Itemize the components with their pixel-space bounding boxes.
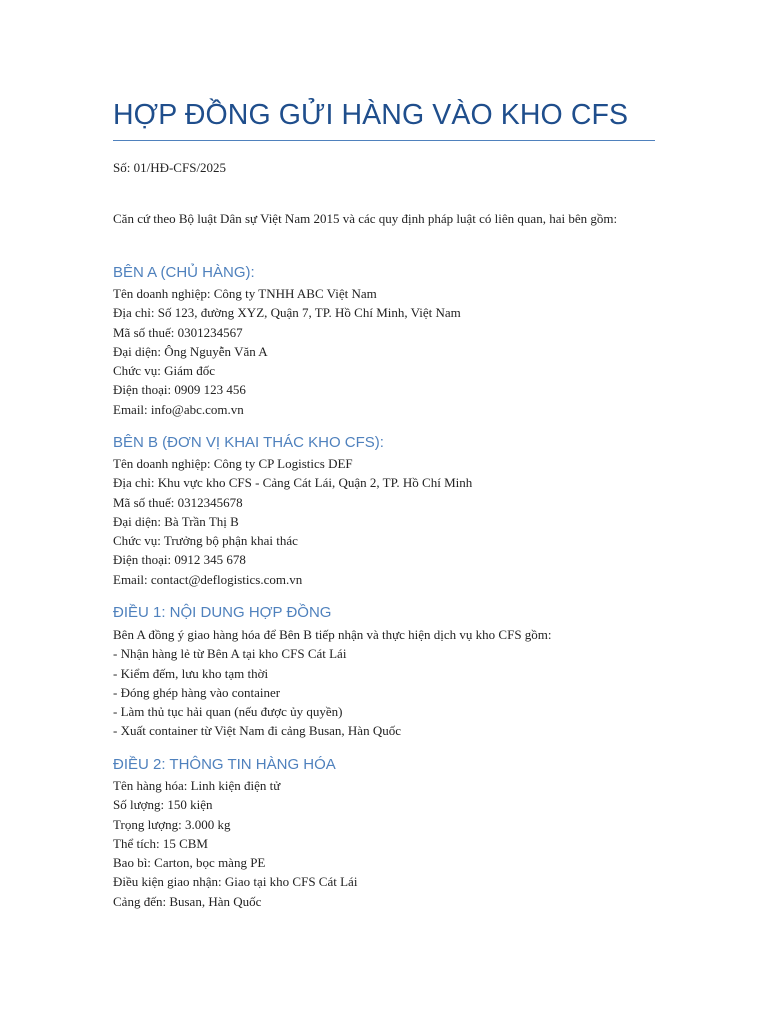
party-b-details	[113, 454, 653, 589]
party-b-position: Chức vụ: Trưởng bộ phận khai thác	[113, 533, 298, 549]
preamble-text: Căn cứ theo Bộ luật Dân sự Việt Nam 2015 và các quy định pháp luật có liên quan, hai bên gồm:	[113, 211, 618, 226]
destination-port: Cảng đến: Busan, Hàn Quốc	[113, 893, 262, 909]
contract-number: Số: 01/HĐ-CFS/2025	[113, 160, 227, 175]
party-b-address: Địa chỉ: Khu vực kho CFS - Cảng Cát Lái, Quận 2, TP. Hồ Chí Minh	[113, 475, 473, 491]
party-b-tax-code: Mã số thuế: 0312345678	[113, 494, 243, 510]
party-b-representative: Đại diện: Bà Trần Thị B	[113, 513, 239, 529]
party-a-address: Địa chỉ: Số 123, đường XYZ, Quận 7, TP. Hồ Chí Minh, Việt Nam	[113, 305, 461, 321]
party-a-heading: BÊN A (CHỦ HÀNG):	[113, 264, 255, 281]
article-2-heading: ĐIỀU 2: THÔNG TIN HÀNG HÓA	[113, 756, 336, 773]
goods-volume: Thể tích: 15 CBM	[113, 835, 208, 851]
party-a-email: Email: info@abc.com.vn	[113, 401, 244, 417]
party-b-company: Tên doanh nghiệp: Công ty CP Logistics DEF	[113, 456, 353, 471]
party-b-heading: BÊN B (ĐƠN VỊ KHAI THÁC KHO CFS):	[113, 434, 384, 451]
party-b-email: Email: contact@deflogistics.com.vn	[113, 571, 303, 587]
article-1-item: - Xuất container từ Việt Nam đi cảng Busan, Hàn Quốc	[113, 723, 401, 739]
goods-packaging: Bao bì: Carton, bọc màng PE	[113, 855, 266, 871]
party-a-tax-code: Mã số thuế: 0301234567	[113, 324, 243, 340]
article-1-item: - Làm thủ tục hải quan (nếu được ủy quyền)	[113, 704, 343, 720]
party-a-phone: Điện thoại: 0909 123 456	[113, 382, 246, 398]
party-a-company: Tên doanh nghiệp: Công ty TNHH ABC Việt Nam	[113, 286, 377, 301]
party-b-phone: Điện thoại: 0912 345 678	[113, 552, 246, 568]
delivery-terms: Điều kiện giao nhận: Giao tại kho CFS Cát Lái	[113, 874, 358, 890]
document-title: HỢP ĐỒNG GỬI HÀNG VÀO KHO CFS	[113, 99, 629, 131]
article-2-content	[113, 776, 653, 911]
party-a-position: Chức vụ: Giám đốc	[113, 363, 216, 379]
party-a-details	[113, 284, 653, 419]
title-divider	[113, 140, 655, 141]
goods-name: Tên hàng hóa: Linh kiện điện tử	[113, 778, 281, 793]
article-1-item: - Đóng ghép hàng vào container	[113, 684, 281, 700]
goods-weight: Trọng lượng: 3.000 kg	[113, 816, 231, 832]
article-1-heading: ĐIỀU 1: NỘI DUNG HỢP ĐỒNG	[113, 604, 332, 621]
party-a-representative: Đại diện: Ông Nguyễn Văn A	[113, 343, 268, 359]
article-1-item: - Nhận hàng lẻ từ Bên A tại kho CFS Cát Lái	[113, 646, 347, 662]
goods-quantity: Số lượng: 150 kiện	[113, 797, 213, 813]
article-1-intro: Bên A đồng ý giao hàng hóa để Bên B tiếp nhận và thực hiện dịch vụ kho CFS gồm:	[113, 627, 552, 642]
article-1-content	[113, 625, 653, 741]
article-1-item: - Kiểm đếm, lưu kho tạm thời	[113, 665, 269, 681]
